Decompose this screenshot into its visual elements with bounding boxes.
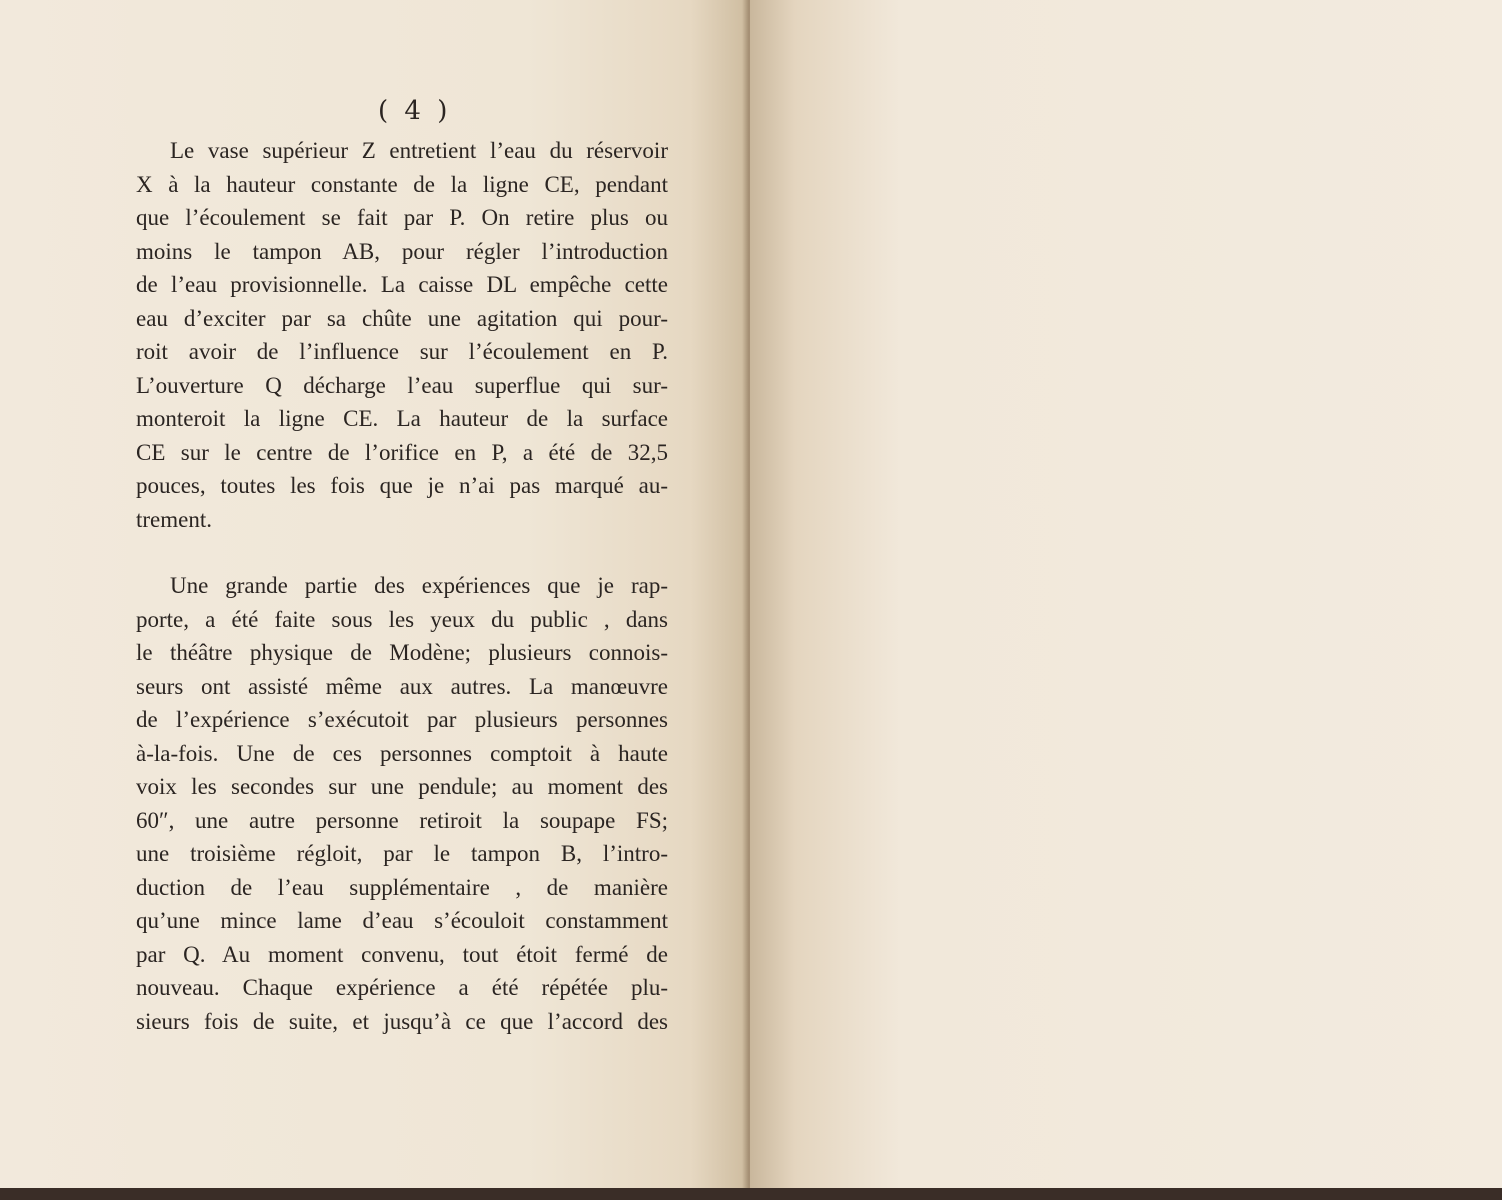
text-line: duction de l’eau supplémentaire , de manière	[136, 874, 668, 900]
text-line: X à la hauteur constante de la ligne CE, pendant	[136, 171, 668, 197]
text-line: trement.	[136, 506, 212, 532]
text-line: à-la-fois. Une de ces personnes comptoit à haute	[136, 740, 668, 766]
text-line: roit avoir de l’influence sur l’écoulement en P.	[136, 339, 668, 364]
text-line: moins le tampon AB, pour régler l’introduction	[136, 238, 668, 264]
paragraph-gap	[136, 536, 668, 569]
left-paragraph-2	[136, 569, 668, 1038]
text-line: L’ouverture Q décharge l’eau superflue qui sur-	[136, 372, 668, 398]
text-line: qu’une mince lame d’eau s’écouloit constamment	[136, 908, 668, 933]
text-line: que l’écoulement se fait par P. On retire plus ou	[136, 205, 668, 230]
text-line: eau d’exciter par sa chûte une agitation qui pour-	[136, 305, 668, 331]
left-page	[0, 0, 750, 1190]
text-line: de l’eau provisionnelle. La caisse DL empêche cette	[136, 272, 668, 297]
text-line: le théâtre physique de Modène; plusieurs connois-	[136, 640, 668, 665]
text-line: seurs ont assisté même aux autres. La manœuvre	[136, 673, 668, 699]
text-line: CE sur le centre de l’orifice en P, a été de 32,5	[136, 439, 668, 465]
text-line: Une grande partie des expériences que je rap-	[170, 573, 668, 598]
text-line: de l’expérience s’exécutoit par plusieurs personnes	[136, 707, 668, 732]
text-line: pouces, toutes les fois que je n’ai pas marqué au-	[136, 473, 668, 498]
left-page-text	[136, 134, 668, 1038]
text-line: 60″, une autre personne retiroit la soupape FS;	[136, 807, 668, 833]
text-line: porte, a été faite sous les yeux du public , dans	[136, 606, 668, 632]
text-line: monteroit la ligne CE. La hauteur de la surface	[136, 406, 668, 431]
text-line: voix les secondes sur une pendule; au moment des	[136, 774, 668, 799]
text-line: une troisième régloit, par le tampon B, l’intro-	[136, 841, 668, 866]
left-page-number: ( 4 )	[378, 96, 452, 126]
left-paragraph-1	[136, 134, 668, 536]
text-line: par Q. Au moment convenu, tout étoit fermé de	[136, 941, 668, 967]
text-line: Le vase supérieur Z entretient l’eau du réservoir	[170, 138, 668, 163]
text-line: nouveau. Chaque expérience a été répétée plu-	[136, 975, 668, 1000]
book-bottom-edge	[0, 1188, 1502, 1200]
right-page	[750, 0, 1502, 1190]
text-line: sieurs fois de suite, et jusqu’à ce que l’accord des	[136, 1008, 668, 1034]
